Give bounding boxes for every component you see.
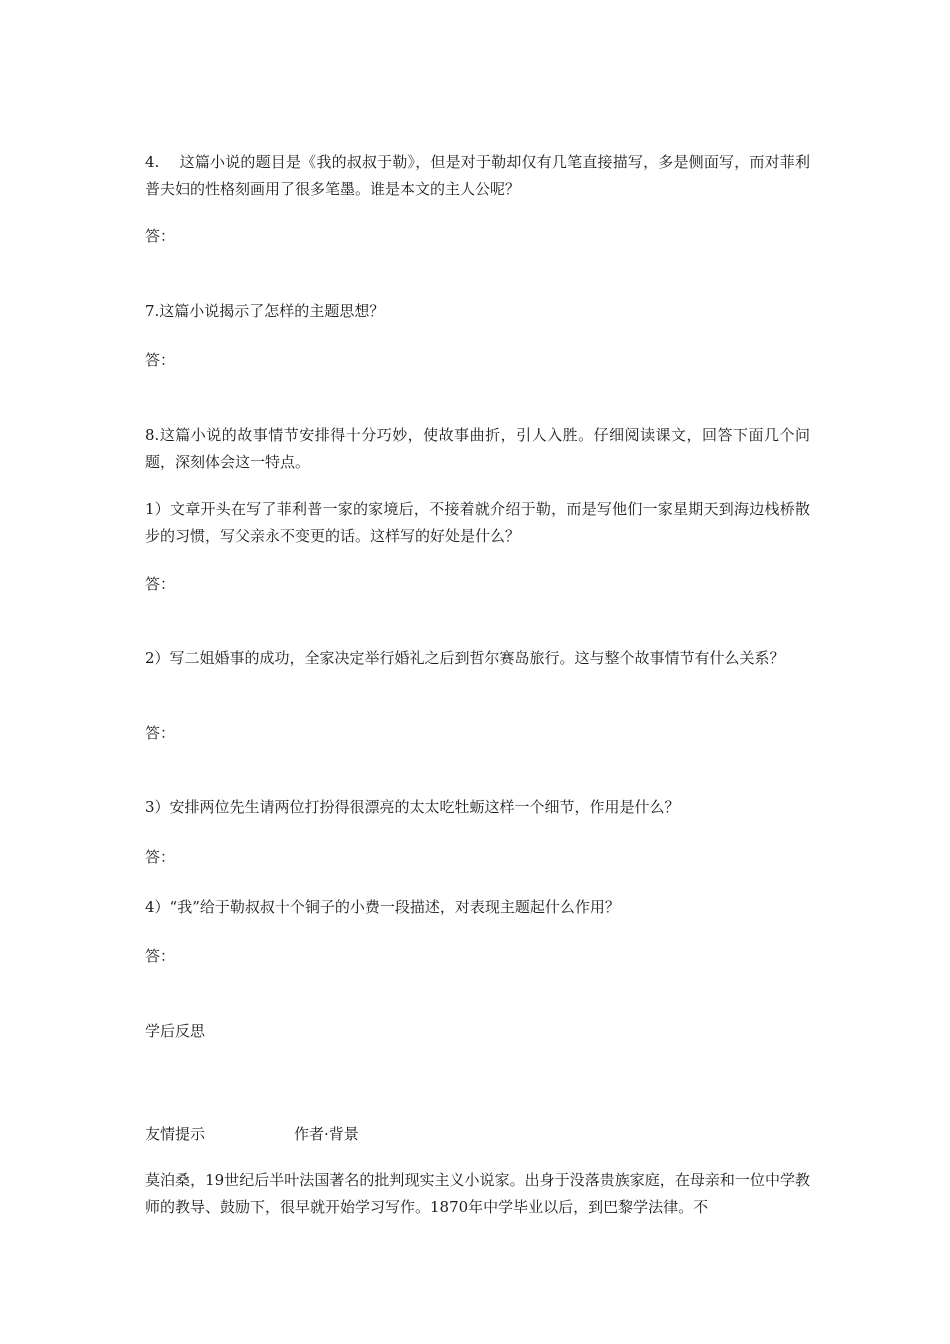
tips-subtitle: 作者·背景 (294, 1125, 359, 1143)
question-8: 8.这篇小说的故事情节安排得十分巧妙，使故事曲折，引人入胜。仔细阅读课文，回答下面几个问题，深刻体会这一特点。 (145, 426, 810, 471)
answer-label: 答： (145, 351, 176, 369)
question-7: 7.这篇小说揭示了怎样的主题思想？ (145, 302, 385, 320)
author-bio: 莫泊桑，19世纪后半叶法国著名的批判现实主义小说家。出身于没落贵族家庭，在母亲和一位中学教师的教导、鼓励下，很早就开始学习写作。1870年中学毕业以后，到巴黎学法律。不 (145, 1171, 810, 1216)
answer-label: 答： (145, 227, 176, 245)
tips-label: 友情提示 (145, 1125, 206, 1143)
answer-label: 答： (145, 575, 176, 593)
question-4: 4. 这篇小说的题目是《我的叔叔于勒》，但是对于勒却仅有几笔直接描写，多是侧面写，而对菲利普夫妇的性格刻画用了很多笔墨。谁是本文的主人公呢？ (145, 153, 810, 198)
answer-label: 答： (145, 724, 176, 742)
answer-label: 答： (145, 848, 176, 866)
question-8-4: 4）“我”给于勒叔叔十个铜子的小费一段描述，对表现主题起什么作用？ (145, 898, 620, 916)
question-8-3: 3）安排两位先生请两位打扮得很漂亮的太太吃牡蛎这样一个细节，作用是什么？ (145, 798, 680, 816)
answer-label: 答： (145, 947, 176, 965)
question-8-2: 2）写二姐婚事的成功，全家决定举行婚礼之后到哲尔赛岛旅行。这与整个故事情节有什么关系？ (145, 649, 785, 667)
question-8-1: 1）文章开头在写了菲利普一家的家境后，不接着就介绍于勒，而是写他们一家星期天到海边栈桥散步的习惯，写父亲永不变更的话。这样写的好处是什么？ (145, 500, 810, 545)
reflection-heading: 学后反思 (145, 1022, 206, 1040)
